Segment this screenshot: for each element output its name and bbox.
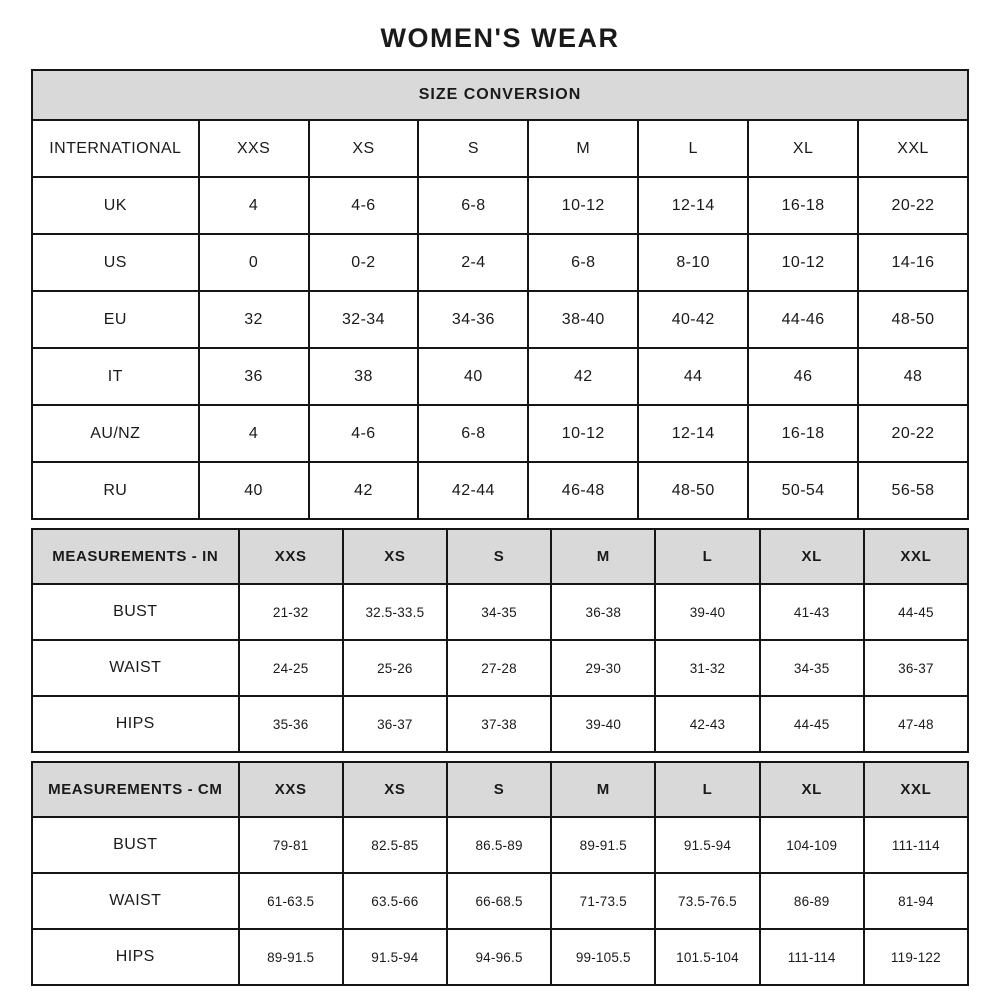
value-cell: 81-94 <box>864 873 968 929</box>
value-cell: 86.5-89 <box>447 817 551 873</box>
value-cell: 44-45 <box>864 584 968 640</box>
value-cell: 4 <box>199 177 309 234</box>
row-label: AU/NZ <box>32 405 199 462</box>
size-header-cell: L <box>655 762 759 817</box>
size-header-cell: XXL <box>864 529 968 584</box>
value-cell: 4-6 <box>309 177 419 234</box>
value-cell: 119-122 <box>864 929 968 985</box>
value-cell: 12-14 <box>638 177 748 234</box>
measurements-cm-header: MEASUREMENTS - CM <box>32 762 239 817</box>
measurements-cm-table <box>31 761 969 986</box>
value-cell: 91.5-94 <box>655 817 759 873</box>
value-cell: 36-37 <box>343 696 447 752</box>
row-label: BUST <box>32 584 239 640</box>
value-cell: 0 <box>199 234 309 291</box>
table-row <box>32 696 968 752</box>
value-cell: 35-36 <box>239 696 343 752</box>
size-header-cell: M <box>551 762 655 817</box>
value-cell: 86-89 <box>760 873 864 929</box>
value-cell: 48-50 <box>638 462 748 519</box>
value-cell: 42 <box>528 348 638 405</box>
value-cell: 36-37 <box>864 640 968 696</box>
size-conversion-table <box>31 69 969 520</box>
value-cell: 56-58 <box>858 462 968 519</box>
column-header-cell: XS <box>309 120 419 177</box>
value-cell: 99-105.5 <box>551 929 655 985</box>
value-cell: 40 <box>418 348 528 405</box>
value-cell: 40-42 <box>638 291 748 348</box>
row-label: HIPS <box>32 696 239 752</box>
table-header-row <box>32 70 968 120</box>
value-cell: 6-8 <box>528 234 638 291</box>
column-header-cell: XXL <box>858 120 968 177</box>
row-label: US <box>32 234 199 291</box>
value-cell: 24-25 <box>239 640 343 696</box>
table-row <box>32 462 968 519</box>
value-cell: 25-26 <box>343 640 447 696</box>
value-cell: 14-16 <box>858 234 968 291</box>
value-cell: 39-40 <box>655 584 759 640</box>
value-cell: 61-63.5 <box>239 873 343 929</box>
value-cell: 44-46 <box>748 291 858 348</box>
row-label: WAIST <box>32 640 239 696</box>
value-cell: 41-43 <box>760 584 864 640</box>
value-cell: 32-34 <box>309 291 419 348</box>
size-header-cell: XL <box>760 762 864 817</box>
value-cell: 6-8 <box>418 177 528 234</box>
value-cell: 10-12 <box>528 405 638 462</box>
value-cell: 48 <box>858 348 968 405</box>
value-cell: 47-48 <box>864 696 968 752</box>
column-header-cell: L <box>638 120 748 177</box>
table-row <box>32 348 968 405</box>
measurements-in-table <box>31 528 969 753</box>
value-cell: 8-10 <box>638 234 748 291</box>
value-cell: 36 <box>199 348 309 405</box>
size-conversion-header: SIZE CONVERSION <box>32 70 968 120</box>
value-cell: 44 <box>638 348 748 405</box>
table-row <box>32 640 968 696</box>
size-header-cell: XL <box>760 529 864 584</box>
value-cell: 46 <box>748 348 858 405</box>
table-row <box>32 584 968 640</box>
table-row <box>32 291 968 348</box>
row-label: RU <box>32 462 199 519</box>
size-header-cell: XS <box>343 762 447 817</box>
value-cell: 4 <box>199 405 309 462</box>
value-cell: 71-73.5 <box>551 873 655 929</box>
value-cell: 36-38 <box>551 584 655 640</box>
value-cell: 42 <box>309 462 419 519</box>
column-header-cell: S <box>418 120 528 177</box>
row-label: EU <box>32 291 199 348</box>
value-cell: 10-12 <box>528 177 638 234</box>
table-row <box>32 405 968 462</box>
value-cell: 20-22 <box>858 177 968 234</box>
table-header-row <box>32 529 968 584</box>
value-cell: 42-43 <box>655 696 759 752</box>
value-cell: 34-36 <box>418 291 528 348</box>
row-label: WAIST <box>32 873 239 929</box>
value-cell: 27-28 <box>447 640 551 696</box>
column-header-cell: XXS <box>199 120 309 177</box>
value-cell: 16-18 <box>748 405 858 462</box>
value-cell: 34-35 <box>760 640 864 696</box>
value-cell: 0-2 <box>309 234 419 291</box>
value-cell: 39-40 <box>551 696 655 752</box>
value-cell: 66-68.5 <box>447 873 551 929</box>
column-header-cell: XL <box>748 120 858 177</box>
table-row <box>32 234 968 291</box>
value-cell: 91.5-94 <box>343 929 447 985</box>
size-header-cell: S <box>447 762 551 817</box>
row-label: UK <box>32 177 199 234</box>
value-cell: 104-109 <box>760 817 864 873</box>
size-header-cell: XXL <box>864 762 968 817</box>
value-cell: 37-38 <box>447 696 551 752</box>
value-cell: 44-45 <box>760 696 864 752</box>
page-title: WOMEN'S WEAR <box>380 23 620 53</box>
size-header-cell: S <box>447 529 551 584</box>
value-cell: 10-12 <box>748 234 858 291</box>
value-cell: 29-30 <box>551 640 655 696</box>
size-header-cell: XXS <box>239 762 343 817</box>
value-cell: 40 <box>199 462 309 519</box>
value-cell: 73.5-76.5 <box>655 873 759 929</box>
value-cell: 111-114 <box>760 929 864 985</box>
table-row <box>32 817 968 873</box>
value-cell: 2-4 <box>418 234 528 291</box>
value-cell: 38-40 <box>528 291 638 348</box>
size-header-cell: M <box>551 529 655 584</box>
value-cell: 32 <box>199 291 309 348</box>
table-row <box>32 177 968 234</box>
row-label: BUST <box>32 817 239 873</box>
value-cell: 4-6 <box>309 405 419 462</box>
value-cell: 63.5-66 <box>343 873 447 929</box>
value-cell: 46-48 <box>528 462 638 519</box>
value-cell: 101.5-104 <box>655 929 759 985</box>
value-cell: 48-50 <box>858 291 968 348</box>
measurements-in-header: MEASUREMENTS - IN <box>32 529 239 584</box>
value-cell: 42-44 <box>418 462 528 519</box>
value-cell: 79-81 <box>239 817 343 873</box>
size-header-cell: L <box>655 529 759 584</box>
row-label: IT <box>32 348 199 405</box>
value-cell: 31-32 <box>655 640 759 696</box>
value-cell: 50-54 <box>748 462 858 519</box>
value-cell: 38 <box>309 348 419 405</box>
value-cell: 94-96.5 <box>447 929 551 985</box>
value-cell: 21-32 <box>239 584 343 640</box>
value-cell: 12-14 <box>638 405 748 462</box>
row-label: HIPS <box>32 929 239 985</box>
value-cell: 89-91.5 <box>239 929 343 985</box>
column-header-cell: INTERNATIONAL <box>32 120 199 177</box>
table-row <box>32 929 968 985</box>
value-cell: 89-91.5 <box>551 817 655 873</box>
value-cell: 82.5-85 <box>343 817 447 873</box>
size-header-cell: XS <box>343 529 447 584</box>
value-cell: 111-114 <box>864 817 968 873</box>
column-header-cell: M <box>528 120 638 177</box>
table-header-row <box>32 762 968 817</box>
value-cell: 6-8 <box>418 405 528 462</box>
column-header-row <box>32 120 968 177</box>
table-row <box>32 873 968 929</box>
value-cell: 32.5-33.5 <box>343 584 447 640</box>
value-cell: 34-35 <box>447 584 551 640</box>
value-cell: 16-18 <box>748 177 858 234</box>
size-header-cell: XXS <box>239 529 343 584</box>
value-cell: 20-22 <box>858 405 968 462</box>
